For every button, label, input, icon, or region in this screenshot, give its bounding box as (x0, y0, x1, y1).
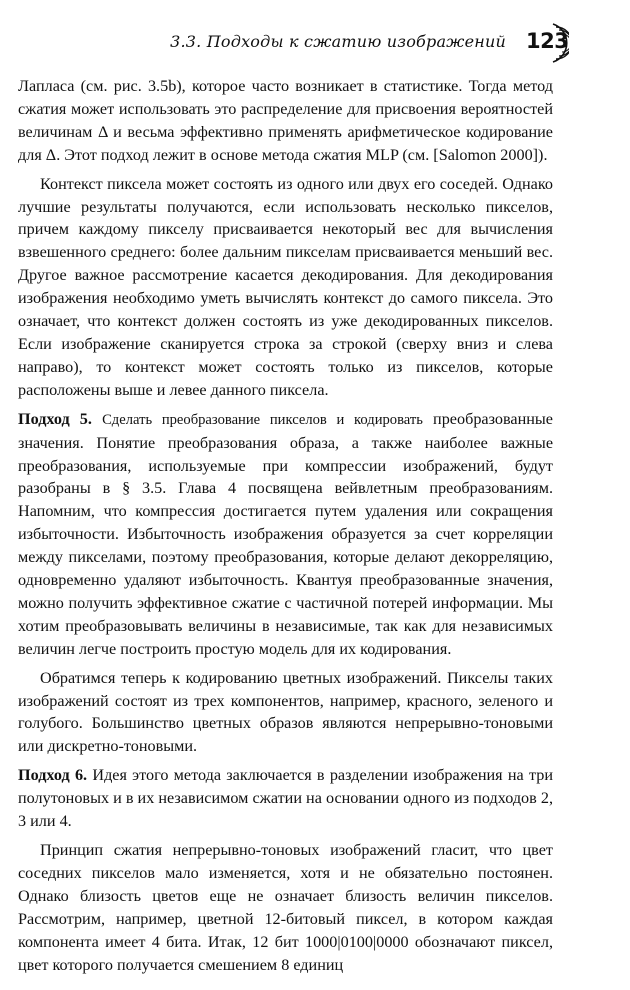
page-header (0, 14, 630, 70)
page-number: 123 (526, 29, 569, 53)
paragraph-approach-5 (18, 408, 553, 661)
approach-5-condensed-text: Сделать преобразование пикселов и кодировать (102, 411, 423, 428)
approach-5-heading: Подход 5. (18, 409, 92, 428)
approach-6-text: Идея этого метода заключается в разделении изображения на три полутоновых и в их независимом сжатии на основании одного из подходов 2, 3 или 4. (18, 766, 554, 831)
approach-5-text: преобразованные значения. Понятие преобразования образа, а также наиболее важные преобразования, используемые при компрессии изображений, будут разобраны в § 3.5. Глава 4 посвящена вейвлетным преобразованиям. Напомним, что компрессия достигается путем удаления или сокращения избыточности. Избыточность изображения образуется за счет корреляции между пикселами, поэтому преобразования, которые делают декорреляцию, одновременно удаляют избыточность. Квантуя преобразованные значения, можно получить эффективное сжатие с частичной потерей информации. Мы хотим преобразовывать величины в независимые, так как для независимых величин легче построить простую модель для их кодирования. (18, 409, 553, 658)
body-text (18, 75, 553, 982)
paragraph-2: Контекст пиксела может состоять из одного или двух его соседей. Однако лучшие результаты получаются, если использовать несколько пикселов, причем каждому пикселу присваивается некоторый вес для вычисления взвешенного среднего: более дальним пикселам присваивается меньший вес. Другое важное рассмотрение касается декодирования. Для декодирования изображения необходимо уметь вычислять контекст до самого пиксела. Это означает, что контекст должен состоять из уже декодированных пикселов. Если изображение сканируется строка за строкой (сверху вниз и слева направо), то контекст может состоять только из пикселов, которые расположены выше и левее данного пиксела. (18, 174, 553, 399)
paragraph-approach-6 (18, 764, 553, 833)
page-number-badge (523, 20, 569, 62)
paragraph-color-images: Обратимся теперь к кодированию цветных изображений. Пикселы таких изображений состоят из трех компонентов, например, красного, зеленого и голубого. Большинство цветных образов являются непрерывно-тоновыми или дискретно-тоновыми. (18, 668, 553, 756)
paragraph-1: Лапласа (см. рис. 3.5b), которое часто возникает в статистике. Тогда метод сжатия может использовать это распределение для присвоения вероятностей величинам Δ и весьма эффективно применять арифметическое кодирование для Δ. Этот подход лежит в основе метода сжатия MLP (см. [Salomon 2000]). (18, 77, 553, 164)
running-title: 3.3. Подходы к сжатию изображений (170, 32, 506, 51)
paragraph-continuous-tone: Принцип сжатия непрерывно-тоновых изображений гласит, что цвет соседних пикселов мало изменяется, хотя и не обязательно постоянен. Однако близость цветов еще не означает близость величин пикселов. Рассмотрим, например, цветной 12-битовый пиксел, в котором каждая компонента имеет 4 бита. Итак, 12 бит 1000|0100|0000 обозначают пиксел, цвет которого получается смешением 8 единиц (18, 841, 553, 974)
approach-6-heading: Подход 6. (18, 766, 88, 785)
